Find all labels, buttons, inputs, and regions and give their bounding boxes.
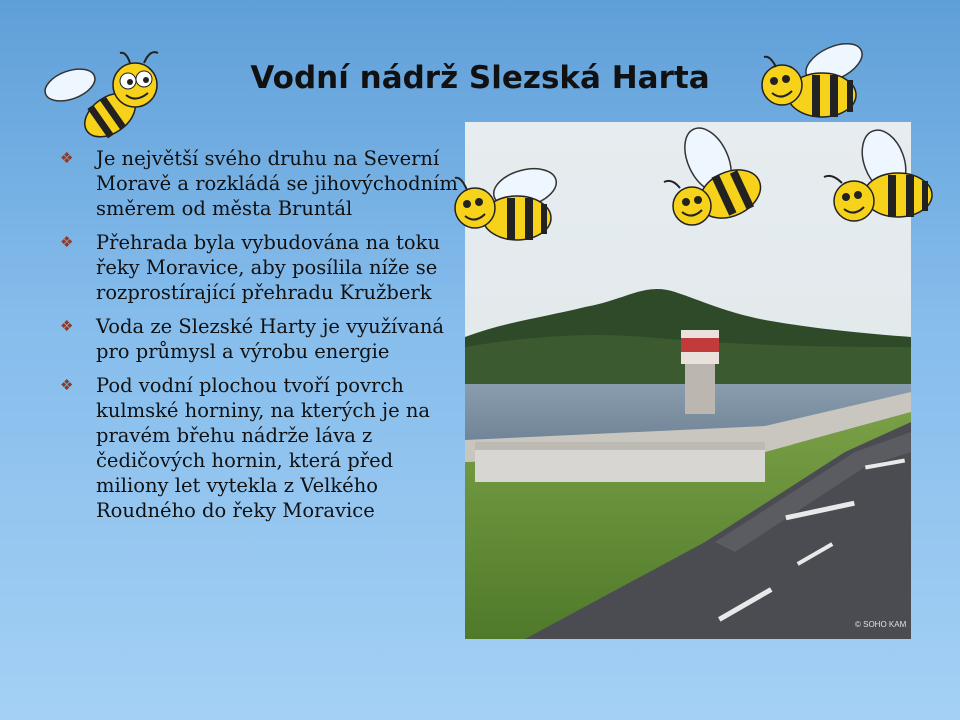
bee-icon <box>752 35 872 127</box>
diamond-bullet-icon: ❖ <box>60 233 74 251</box>
bee-icon <box>658 122 773 237</box>
bullet-list <box>60 146 460 532</box>
bee-icon <box>40 45 170 140</box>
bullet-item <box>60 373 460 523</box>
diamond-bullet-icon: ❖ <box>60 376 74 394</box>
bullet-item <box>60 314 460 364</box>
photo-watermark: © SOHO KAM <box>855 620 907 629</box>
bullet-text: Přehrada byla vybudována na toku řeky Moravice, aby posílila níže se rozprostírající přehradu Kružberk <box>96 231 441 304</box>
bullet-text: Voda ze Slezské Harty je využívaná pro průmysl a výrobu energie <box>96 315 445 363</box>
bullet-item <box>60 230 460 305</box>
slide-title: Vodní nádrž Slezská Harta <box>250 60 710 96</box>
bullet-text: Pod vodní plochou tvoří povrch kulmské horniny, na kterých je na pravém břehu nádrže láva z čedičových hornin, která před miliony let vytekla z Velkého Roudného do řeky Moravice <box>96 374 431 522</box>
bee-icon <box>818 125 943 235</box>
bee-icon <box>445 160 565 250</box>
diamond-bullet-icon: ❖ <box>60 317 74 335</box>
diamond-bullet-icon: ❖ <box>60 149 74 167</box>
bullet-item <box>60 146 460 221</box>
bullet-text: Je největší svého druhu na Severní Moravě a rozkládá se jihovýchodním směrem od města Bruntál <box>96 147 458 220</box>
